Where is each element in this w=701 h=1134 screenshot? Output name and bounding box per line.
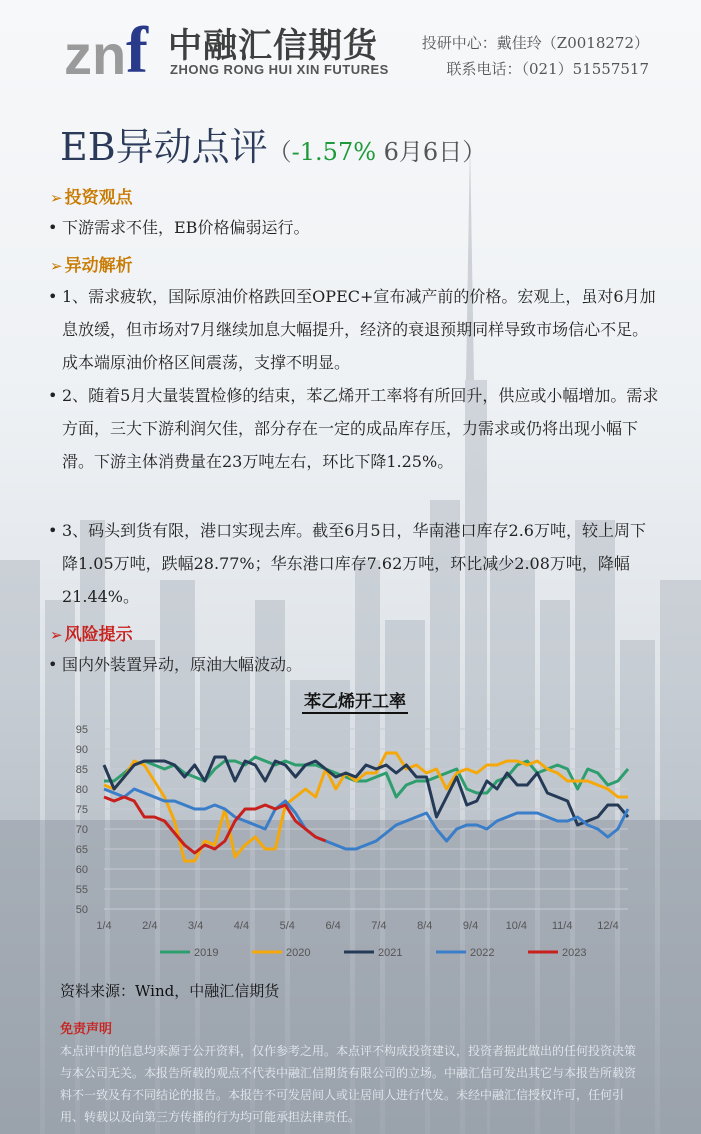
bullet-icon: • (48, 386, 58, 405)
bullet-icon: • (48, 521, 58, 540)
chart-title: 苯乙烯开工率 (304, 692, 406, 712)
arrow-icon: ➢ (50, 189, 63, 207)
x-tick-label: 11/4 (551, 920, 573, 932)
risk-heading-text: 风险提示 (64, 625, 133, 645)
contact-phone: 联系电话：（021）51557517 (446, 60, 649, 78)
x-tick-label: 8/4 (417, 920, 433, 932)
company-logo-icon (64, 14, 156, 82)
y-tick-label: 65 (75, 844, 88, 856)
contact-analyst: 投研中心：戴佳玲（Z0018272） (421, 34, 649, 52)
header (0, 0, 701, 100)
investment-view-item (48, 211, 660, 244)
analysis-heading-text: 异动解析 (64, 256, 133, 276)
y-tick-label: 50 (75, 904, 88, 916)
y-tick-label: 60 (75, 864, 88, 876)
y-tick-label: 75 (75, 804, 88, 816)
investment-view-heading (50, 183, 133, 208)
x-tick-label: 7/4 (371, 920, 387, 932)
analysis-item (48, 379, 660, 478)
title-main: EB异动点评 (60, 125, 268, 169)
company-name-cn: 中融汇信期货 (168, 26, 378, 66)
svg-text:f: f (126, 14, 148, 82)
analysis-item (48, 514, 660, 613)
investment-view-heading-text: 投资观点 (64, 188, 133, 208)
x-tick-label: 9/4 (462, 920, 479, 932)
arrow-icon: ➢ (50, 626, 63, 644)
analysis-item (48, 280, 660, 379)
x-tick-label: 5/4 (279, 920, 295, 932)
y-tick-label: 55 (75, 884, 88, 896)
legend-label: 2022 (470, 947, 495, 959)
y-tick-label: 95 (75, 724, 88, 736)
series-line-2022 (104, 789, 628, 849)
title-paren-open: （ (267, 138, 292, 166)
x-tick-label: 12/4 (597, 920, 619, 932)
legend-label: 2019 (194, 947, 219, 959)
bullet-icon: • (48, 218, 58, 237)
disclaimer-heading: 免责声明 (60, 1022, 113, 1037)
title-paren-close: ） (462, 138, 487, 166)
analysis-item-text: 2、随着5月大量装置检修的结束，苯乙烯开工率将有所回升，供应或小幅增加。需求方面，三大下游利润欠佳，部分存在一定的成品库存压，力需求或仍将出现小幅下滑。下游主体消费量在23万吨左右，环比下降1.25%。 (62, 386, 659, 471)
title-date: 6月6日 (376, 138, 463, 166)
x-tick-label: 10/4 (505, 920, 528, 932)
report-title (60, 116, 486, 171)
risk-item (48, 648, 660, 681)
series-line-2019 (104, 757, 628, 797)
legend-label: 2023 (562, 947, 587, 959)
x-tick-label: 3/4 (187, 920, 204, 932)
data-source: 资料来源：Wind，中融汇信期货 (60, 982, 280, 1000)
chart-container (60, 683, 650, 973)
bullet-icon: • (48, 655, 58, 674)
investment-view-text: 下游需求不佳，EB价格偏弱运行。 (62, 218, 310, 237)
analysis-item-text: 3、码头到货有限，港口实现去库。截至6月5日，华南港口库存2.6万吨，较上周下降1.05万吨，跌幅28.77%；华东港口库存7.62万吨，环比减少2.08万吨，降幅21.44%。 (62, 521, 646, 606)
bullet-icon: • (48, 287, 58, 306)
y-tick-label: 85 (75, 764, 88, 776)
risk-text: 国内外装置异动，原油大幅波动。 (62, 655, 303, 674)
company-name-en: ZHONG RONG HUI XIN FUTURES (170, 62, 389, 77)
x-tick-label: 1/4 (96, 920, 112, 932)
legend-label: 2021 (378, 947, 403, 959)
legend-label: 2020 (286, 947, 311, 959)
line-chart (60, 683, 650, 973)
x-tick-label: 6/4 (325, 920, 341, 932)
y-tick-label: 70 (75, 824, 88, 836)
svg-text:zn: zn (64, 23, 127, 82)
y-tick-label: 80 (75, 784, 88, 796)
arrow-icon: ➢ (50, 257, 63, 275)
x-tick-label: 2/4 (142, 920, 158, 932)
chart-title-wrap (60, 687, 650, 712)
title-change-percent: -1.57% (291, 138, 377, 166)
risk-heading (50, 620, 133, 645)
x-tick-label: 4/4 (233, 920, 250, 932)
analysis-item-text: 1、需求疲软，国际原油价格跌回至OPEC+宣布减产前的价格。宏观上，虽对6月加息放缓，但市场对7月继续加息大幅提升，经济的衰退预期同样导致市场信心不足。成本端原油价格区间震荡，支撑不明显。 (62, 287, 656, 372)
disclaimer-body: 本点评中的信息均来源于公开资料，仅作参考之用。本点评不构成投资建议，投资者据此做出的任何投资决策与本公司无关。本报告所载的观点不代表中融汇信期货有限公司的立场。中融汇信可发出其它与本报告所载资料不一致及有不同结论的报告。本报告不可发居间人或让居间人进行代发。未经中融汇信授权许可，任何引用、转载以及向第三方传播的行为均可能承担法律责任。 (60, 1044, 637, 1124)
analysis-heading (50, 251, 133, 276)
y-tick-label: 90 (75, 744, 88, 756)
